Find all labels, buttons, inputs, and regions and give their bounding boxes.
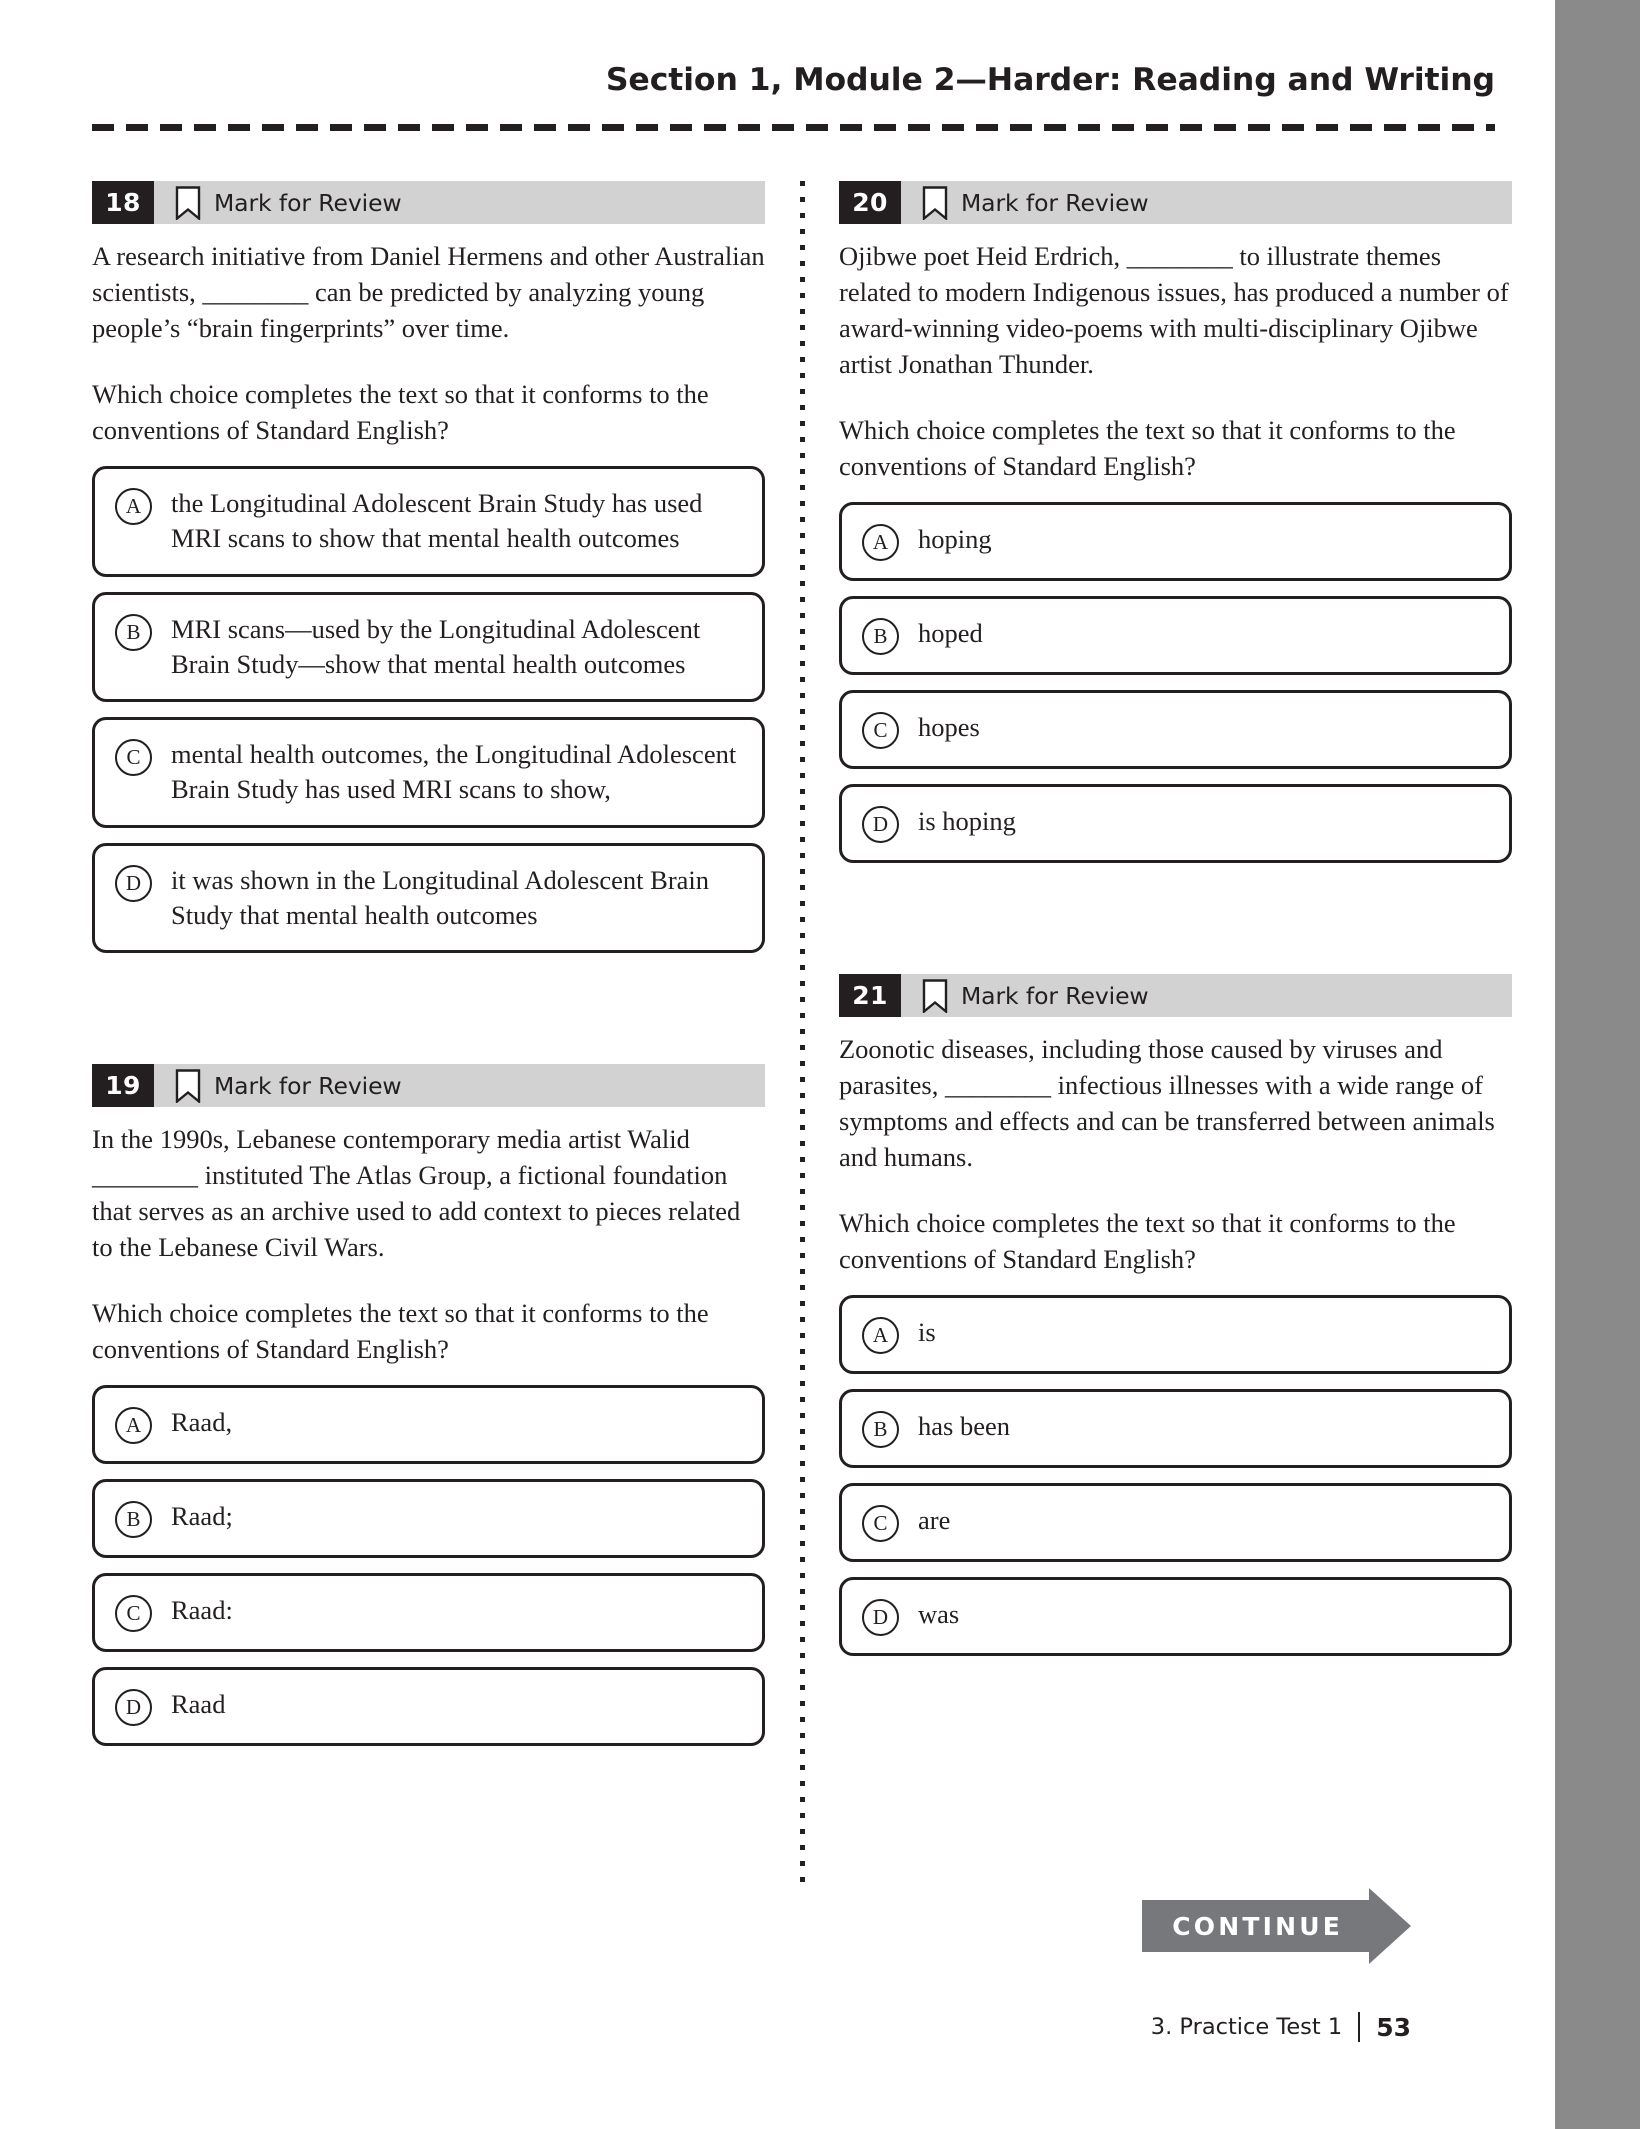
choice-letter-badge: C (862, 1505, 899, 1542)
question-stem: Ojibwe poet Heid Erdrich, ________ to illustrate themes related to modern Indigenous issues, has produced a number of award-winning video-poems with multi-disciplinary Ojibwe artist Jonathan Thunder. (839, 241, 1509, 380)
choice-letter-badge: D (115, 865, 152, 902)
choice-text: Raad: (171, 1595, 233, 1626)
answer-choice-a[interactable] (839, 1295, 1512, 1374)
column-divider (765, 181, 839, 1891)
mark-for-review-label: Mark for Review (961, 188, 1149, 217)
continue-button[interactable] (1142, 1888, 1411, 1964)
question-number-badge: 21 (839, 974, 901, 1017)
choice-text: was (918, 1599, 960, 1630)
choice-letter-badge: D (862, 806, 899, 843)
header-dashed-rule (92, 124, 1495, 131)
choice-letter-badge: C (115, 1595, 152, 1632)
question-prompt: Which choice completes the text so that it conforms to the conventions of Standard English? (839, 415, 1456, 482)
choice-text: hoping (918, 524, 992, 555)
question-header-bar (92, 181, 765, 224)
continue-arrow-icon (1369, 1888, 1411, 1964)
choice-text: MRI scans—used by the Longitudinal Adolescent Brain Study—show that mental health outcomes (171, 613, 701, 679)
question-spacer (839, 878, 1512, 974)
question-20 (839, 181, 1512, 863)
answer-choice-a[interactable] (839, 502, 1512, 581)
choice-letter-badge: C (115, 739, 152, 776)
right-column (839, 181, 1512, 1671)
bookmark-icon (922, 979, 948, 1013)
page-footer (1151, 2012, 1411, 2042)
answer-choice-d[interactable] (92, 843, 765, 953)
answer-choices (839, 502, 1512, 863)
mark-for-review-label: Mark for Review (961, 981, 1149, 1010)
answer-choice-a[interactable] (92, 1385, 765, 1464)
page-edge-bar (1555, 0, 1640, 2129)
choice-text: Raad (171, 1689, 226, 1720)
choice-letter-badge: A (862, 524, 899, 561)
choice-text: has been (918, 1411, 1010, 1442)
choice-text: is (918, 1317, 936, 1348)
choice-letter-badge: B (862, 618, 899, 655)
two-column-layout (92, 181, 1509, 1891)
choice-letter-badge: D (862, 1599, 899, 1636)
choice-text: is hoping (918, 806, 1016, 837)
question-number-badge: 18 (92, 181, 154, 224)
left-column (92, 181, 765, 1761)
continue-button-body[interactable] (1142, 1900, 1369, 1952)
footer-divider (1358, 2012, 1360, 2042)
mark-for-review-label: Mark for Review (214, 188, 402, 217)
choice-text: Raad, (171, 1407, 233, 1438)
choice-text: mental health outcomes, the Longitudinal Adolescent Brain Study has used MRI scans to show, (171, 739, 737, 805)
choice-letter-badge: C (862, 712, 899, 749)
answer-choice-b[interactable] (839, 1389, 1512, 1468)
question-header-bar (92, 1064, 765, 1107)
answer-choice-d[interactable] (839, 1577, 1512, 1656)
choice-text: are (918, 1505, 951, 1536)
page-header (92, 0, 1495, 131)
question-18 (92, 181, 765, 953)
answer-choice-d[interactable] (839, 784, 1512, 863)
answer-choice-c[interactable] (92, 1573, 765, 1652)
answer-choice-a[interactable] (92, 466, 765, 576)
question-prompt: Which choice completes the text so that it conforms to the conventions of Standard English? (92, 1298, 709, 1365)
answer-choice-b[interactable] (839, 596, 1512, 675)
answer-choice-c[interactable] (839, 690, 1512, 769)
choice-letter-badge: B (115, 1501, 152, 1538)
question-header-bar (839, 181, 1512, 224)
answer-choice-b[interactable] (92, 1479, 765, 1558)
choice-text: hopes (918, 712, 980, 743)
bookmark-icon (922, 186, 948, 220)
question-spacer (92, 968, 765, 1064)
choice-letter-badge: B (115, 614, 152, 651)
continue-label: CONTINUE (1172, 1911, 1343, 1941)
question-header-bar (839, 974, 1512, 1017)
question-stem: Zoonotic diseases, including those caused by viruses and parasites, ________ infectious illnesses with a wide range of symptoms and effects and can be transferred between animals and humans. (839, 1034, 1495, 1173)
question-stem: A research initiative from Daniel Hermens and other Australian scientists, ________ can be predicted by analyzing young people’s “brain fingerprints” over time. (92, 241, 765, 344)
footer-test-label: 3. Practice Test 1 (1150, 2014, 1343, 2040)
bookmark-icon (175, 186, 201, 220)
mark-for-review-button[interactable] (901, 181, 1149, 224)
question-prompt: Which choice completes the text so that it conforms to the conventions of Standard English? (839, 1208, 1456, 1275)
choice-letter-badge: A (115, 1407, 152, 1444)
answer-choice-c[interactable] (839, 1483, 1512, 1562)
question-21 (839, 974, 1512, 1656)
choice-letter-badge: A (862, 1317, 899, 1354)
answer-choices (92, 1385, 765, 1746)
choice-text: Raad; (171, 1501, 233, 1532)
bookmark-icon (175, 1069, 201, 1103)
choice-text: hoped (918, 618, 983, 649)
choice-letter-badge: D (115, 1689, 152, 1726)
question-prompt: Which choice completes the text so that it conforms to the conventions of Standard English? (92, 379, 709, 446)
footer-page-number: 53 (1376, 2012, 1411, 2042)
answer-choice-b[interactable] (92, 592, 765, 702)
mark-for-review-button[interactable] (154, 181, 402, 224)
answer-choice-d[interactable] (92, 1667, 765, 1746)
question-number-badge: 20 (839, 181, 901, 224)
choice-letter-badge: A (115, 488, 152, 525)
answer-choices (92, 466, 765, 953)
choice-text: the Longitudinal Adolescent Brain Study has used MRI scans to show that mental health outcomes (171, 488, 703, 554)
answer-choice-c[interactable] (92, 717, 765, 827)
page-title: Section 1, Module 2—Harder: Reading and Writing (605, 62, 1495, 98)
question-19 (92, 1064, 765, 1746)
answer-choices (839, 1295, 1512, 1656)
question-number-badge: 19 (92, 1064, 154, 1107)
choice-letter-badge: B (862, 1411, 899, 1448)
mark-for-review-button[interactable] (901, 974, 1149, 1017)
question-stem: In the 1990s, Lebanese contemporary media artist Walid ________ instituted The Atlas Group, a fictional foundation that serves as an archive used to add context to pieces related to the Lebanese Civil Wars. (92, 1124, 741, 1263)
mark-for-review-button[interactable] (154, 1064, 402, 1107)
mark-for-review-label: Mark for Review (214, 1071, 402, 1100)
dotted-divider-line (800, 181, 805, 1891)
choice-text: it was shown in the Longitudinal Adolescent Brain Study that mental health outcomes (171, 864, 710, 930)
